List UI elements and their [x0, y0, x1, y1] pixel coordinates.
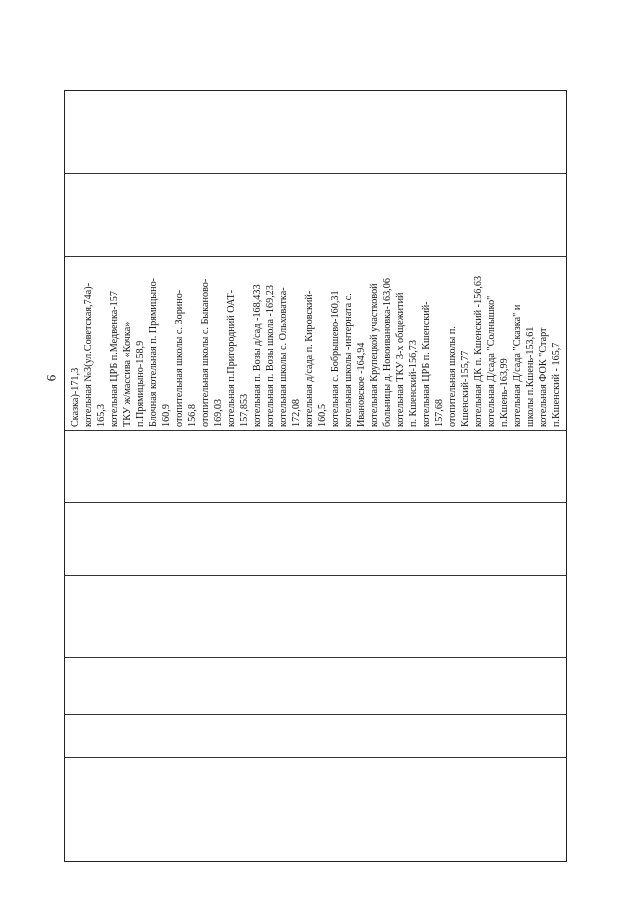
boiler-list-line: котельная ФОК "Старт	[538, 327, 549, 427]
boiler-list-line: 172,08	[291, 398, 302, 427]
boiler-list-line: школы п.Кшень-153,61	[525, 326, 536, 427]
boiler-list-line: 169,03	[213, 398, 224, 427]
boiler-list-line: 156,8	[187, 404, 198, 427]
boiler-list-line: отопительная школы п.	[447, 326, 458, 427]
boiler-list-line: котельная ЦРБ п.Медвенка-157	[109, 291, 120, 427]
boiler-list-line: отопительная школы с. Зорино-	[174, 289, 185, 427]
boiler-list-line: котельная школы с. Ольховатка-	[278, 287, 289, 427]
boiler-list-line: 160,9	[161, 404, 172, 427]
boiler-list-line: отопительная школы с. Быканово-	[200, 278, 211, 427]
boiler-list-line: п.Кшень-163,99	[499, 358, 510, 427]
boiler-list-line: котельная ЦРБ п. Кшенский-	[421, 301, 432, 427]
boiler-list-line: п.Прямицыно-158,9	[135, 340, 146, 427]
table-divider	[65, 657, 566, 658]
boiler-list	[69, 257, 563, 427]
boiler-list-line: Блочная котельная п. Прямицыно-	[148, 277, 159, 427]
boiler-list-line: 165,3	[96, 404, 107, 427]
boiler-list-line: п.Кшенский - 165,7	[551, 342, 562, 427]
boiler-list-line: 157,853	[239, 393, 250, 427]
table-divider	[65, 502, 566, 503]
table-frame	[64, 90, 567, 862]
table-divider	[65, 757, 566, 758]
boiler-list-line: котельная п. Возы школа -169,23	[265, 285, 276, 427]
boiler-list-line: котельная Крупецкой участковой	[369, 283, 380, 427]
table-divider	[65, 430, 566, 431]
boiler-list-line: котельная п.Пригородний ОАТ-	[226, 289, 237, 427]
boiler-list-line: 160,5	[317, 404, 328, 427]
boiler-list-text	[69, 257, 562, 427]
boiler-list-line: Ивановское -164,94	[356, 342, 367, 427]
table-divider	[65, 173, 566, 174]
boiler-list-line: ТКУ ж/массива «Кочка»	[122, 321, 133, 427]
boiler-list-line: Кшенский-155,77	[460, 350, 471, 427]
boiler-list-line: котельная п. Возы д/сад -168,433	[252, 284, 263, 427]
boiler-list-line: котельная ДК п. Кшенский -156,63	[473, 275, 484, 427]
boiler-list-line: котельная д/сада п. Кировский-	[304, 290, 315, 427]
boiler-list-line: больницы д. Новоивановка-163,06	[382, 278, 393, 427]
table-divider	[65, 575, 566, 576]
boiler-list-line: котельная ТКУ 3-х общежитий	[395, 292, 406, 427]
boiler-list-line: Сказка)-171,3	[70, 367, 81, 427]
boiler-list-line: п. Кшенский-156,73	[408, 340, 419, 427]
boiler-list-line: котельная Д/сада "Солнышко"	[486, 295, 497, 427]
table-divider	[65, 714, 566, 715]
boiler-list-line: котельная Д/сада "Сказка" и	[512, 304, 523, 427]
page-number: 9	[44, 374, 59, 382]
boiler-list-line: котельная №3(ул.Советская,74а)-	[83, 282, 94, 427]
boiler-list-line: 157,68	[434, 398, 445, 427]
boiler-list-cell	[65, 257, 566, 429]
boiler-list-line: котельная с. Бобрышево-160,31	[330, 290, 341, 427]
boiler-list-line: котельная школы -интерната с.	[343, 293, 354, 427]
